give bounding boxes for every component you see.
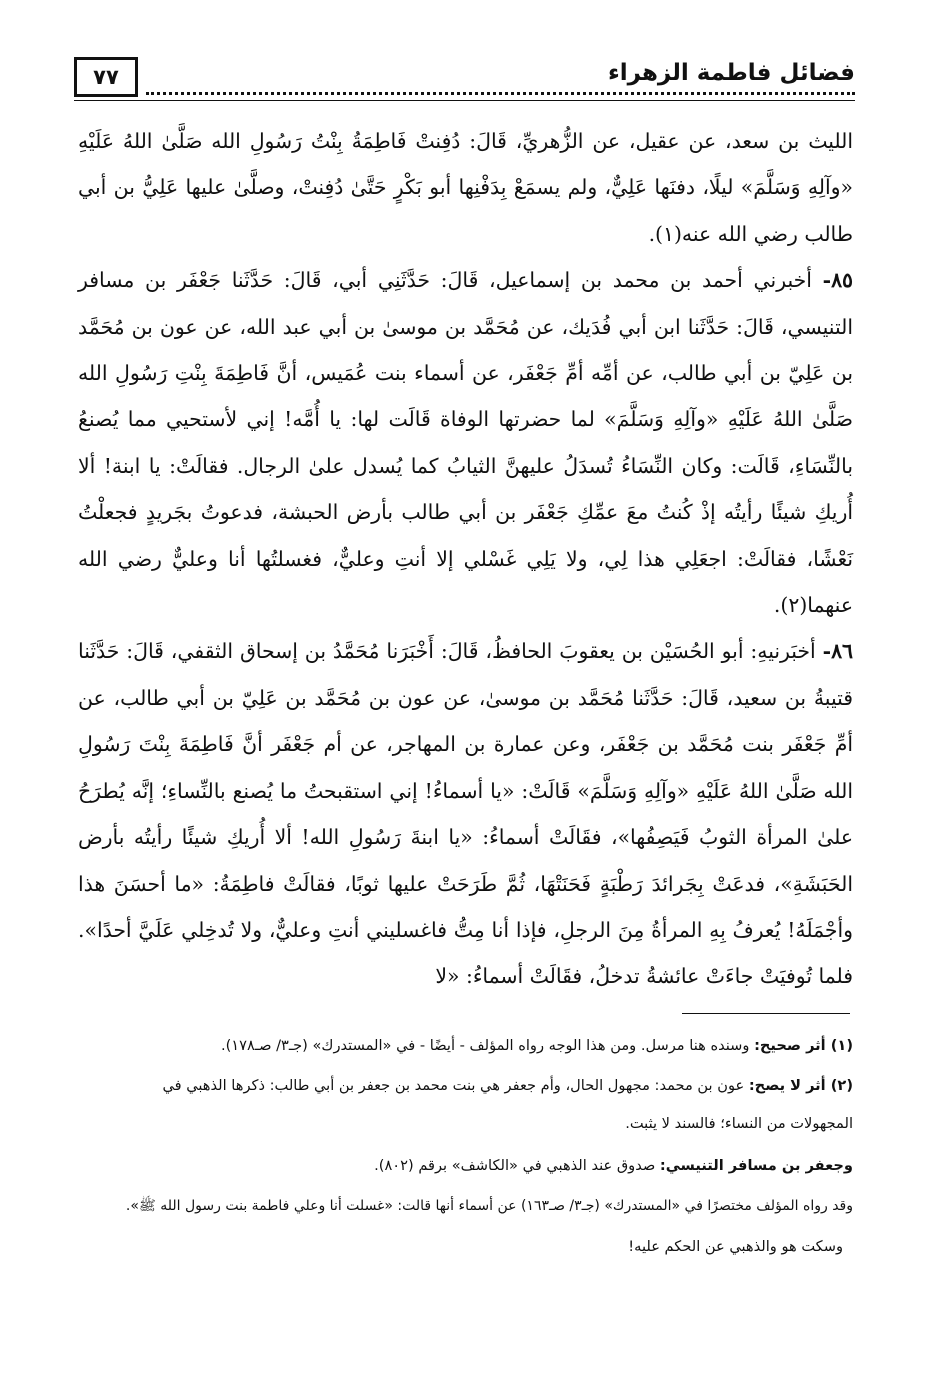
footnote-1-label: (١) أثر صحيح: (754, 1037, 853, 1054)
footnote-1-text: وسنده هنا مرسل. ومن هذا الوجه رواه المؤلف - أيضًا - في «المستدرك» (جـ٣/ صـ١٧٨). (220, 1037, 750, 1054)
hadith-number-85: ٨٥- (822, 268, 853, 293)
paragraph-86-text: أخبَرنيهِ: أبو الحُسَيْن بن يعقوبَ الحافظُ، قَالَ: أَخْبَرَنا مُحَمَّدُ بن إسحاق الثقفي، قَالَ: حَدَّثَنا قتيبةُ بن سعيد، قَالَ: حَدَّثَنا مُحَمَّد بن موسىٰ، عن عون بن مُحَمَّد بن عَلِيّ بن أبي طالب، عن أمِّ جَعْفَر بنت مُحَمَّد بن جَعْفَر، وعن عمارة بن المهاجر، عن أم جَعْفَر أنَّ فَاطِمَةَ بِنْتَ رَسُولِ الله صَلَّىٰ اللهُ عَلَيْهِ «وآلِهِ وَسَلَّمَ» قَالَتْ: «يا أسماءُ! إني استقبحتُ ما يُصنع بالنِّساءِ؛ إنَّه يُطرَحُ علىٰ المرأة الثوبُ فَيَصِفُها»، فقَالَتْ أسماءُ: «يا ابنةَ رَسُولِ الله! ألا أُريكِ شيئًا رأيتُه بأرض الحَبَشَةِ»، فدعَتْ بِجَرائدَ رَطْبَةٍ فَحَنَتْهَا، ثُمَّ طَرَحَتْ عليها ثوبًا، فقالَتْ فاطِمَةُ: «ما أحسَنَ هذا وأجْمَلَهُ! يُعرفُ بِهِ المرأةُ مِنَ الرجلِ، فإذا أنا مِتُّ فاغسليني أنتِ وعليٌّ، ولا تُدخِلي عَلَيَّ أحدًا». فلما تُوفيَتْ جاءَتْ عائشةُ تدخلُ، فقَالَتْ أسماءُ: «لا (78, 639, 854, 989)
footnote-3 (374, 1157, 853, 1174)
footnote-2-label: (٢) أثر لا يصح: (748, 1077, 853, 1094)
main-text (78, 118, 853, 1000)
footnote-4-continuation: وسكت هو والذهبي عن الحكم عليه! (628, 1238, 843, 1255)
paragraph-85-text: أخبرني أحمد بن محمد بن إسماعيل، قَالَ: حَدَّثَنِي أبي، قَالَ: حَدَّثَنا جَعْفَر بن مسافر التنيسي، قَالَ: حَدَّثَنا ابن أبي فُدَيك، عن مُحَمَّد بن موسىٰ بن أبي عبد الله، عن عون بن مُحَمَّد بن عَلِيّ بن أبي طالب، عن أمِّه أمِّ جَعْفَر، عن أسماء بنت عُمَيس، أنَّ فَاطِمَةَ بِنْتِ رَسُولِ الله صَلَّىٰ اللهُ عَلَيْهِ «وآلِهِ وَسَلَّمَ» لما حضرتها الوفاة قَالَت لها: يا أُمَّه! إني لأستحيي مما يُصنعُ بالنِّسَاءِ، قَالَت: وكان النِّسَاءُ تُسدَلُ عليهنَّ الثيابُ كما يُسدل علىٰ الرجال. فقالَتْ: يا ابنة! ألا أُريكِ شيئًا رأيتُه إذْ كُنتُ معَ عمِّكِ جَعْفَر بن أبي طالب بأرض الحبشة، فدعوتُ بجَريدٍ فجعلْتُ نَعْشًا، فقالَتْ: اجعَلِي هذا لِي، ولا يَلِي غَسْلي إلا أنتِ وعليٌّ، فغسلتُها أنا وعليٌّ رضي الله عنهما(٢). (78, 268, 853, 618)
header-dotted-rule (146, 92, 855, 95)
footnote-2-line-1: عون بن محمد: مجهول الحال، وأم جعفر هي بنت محمد بن جعفر بن أبي طالب: ذكرها الذهبي في (162, 1077, 745, 1094)
page-number-box (74, 57, 138, 97)
footnote-1 (221, 1037, 853, 1054)
footnote-3-label: وجعفر بن مسافر التنيسي: (659, 1157, 853, 1174)
footnote-2 (162, 1077, 853, 1094)
running-header-title: فضائل فاطمة الزهراء (608, 60, 855, 86)
footnote-4: وقد رواه المؤلف مختصرًا في «المستدرك» (جـ٣/ صـ١٦٣) عن أسماء أنها قالت: «غسلت أنا وعلي فاطمة بنت رسول الله ﷺ». (125, 1198, 853, 1214)
footnote-3-text: صدوق عند الذهبي في «الكاشف» برقم (٨٠٢). (374, 1157, 656, 1174)
header-rule (74, 100, 855, 101)
hadith-number-86: ٨٦- (822, 639, 853, 664)
paragraph-85 (78, 257, 853, 628)
page-number: ٧٧ (93, 65, 119, 89)
footnote-separator (682, 1013, 850, 1014)
paragraph-86 (78, 628, 853, 999)
footnote-2-continuation: المجهولات من النساء؛ فالسند لا يثبت. (625, 1115, 853, 1132)
paragraph-1: الليث بن سعد، عن عقيل، عن الزُّهريِّ، قَالَ: دُفِنتْ فَاطِمَةُ بِنْتُ رَسُولِ الله صَلَّىٰ اللهُ عَلَيْهِ «وآلِهِ وَسَلَّمَ» ليلًا، دفنَها عَلِيٌّ، ولم يسمَعْ بِدَفْنِها أبو بَكْرٍ حَتَّىٰ دُفِنتْ، وصلَّىٰ عليها عَلِيُّ بن أبي طالب رضي الله عنه(١). (78, 129, 853, 246)
